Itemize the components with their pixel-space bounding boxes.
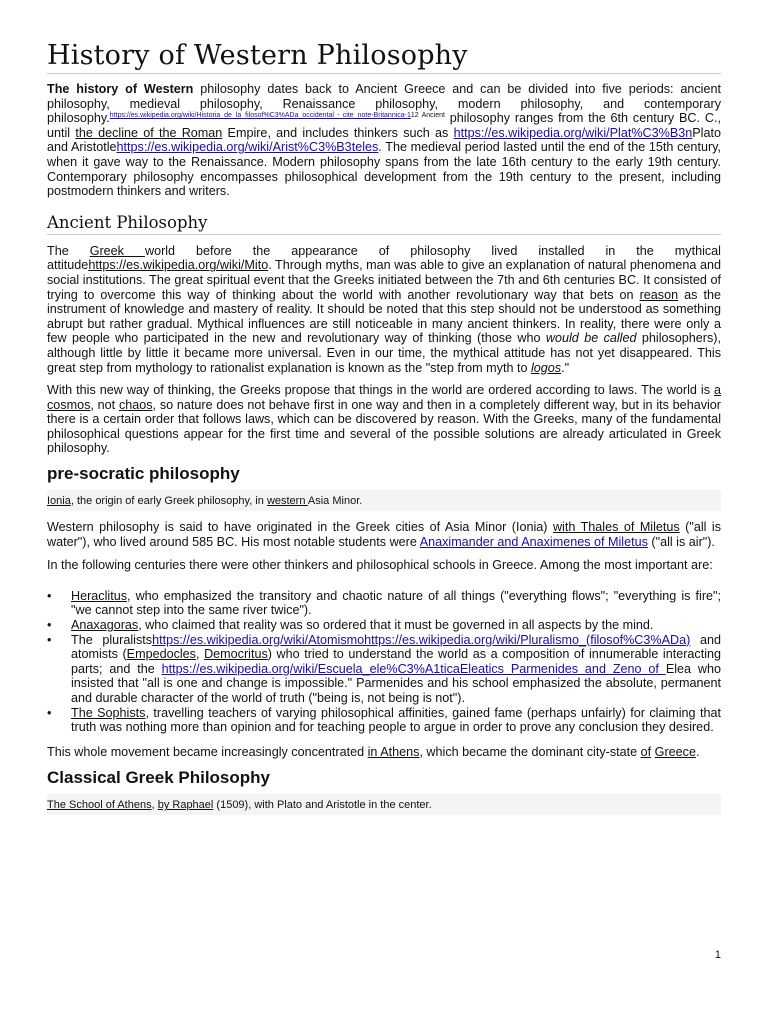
western-link[interactable]: western — [266, 495, 308, 508]
atomismo-url-link[interactable]: https://es.wikipedia.org/wiki/Atomismo — [152, 632, 365, 647]
ancient-paragraph-1: The Greek world before the appearance of philosophy lived installed in the mythical attitudehttps://es.wikipedia.org/wiki/Mito. Through myths, man was able to give an explanation of natural phenomena and social institutions. The great spiritual event that the Greeks initiated between the 7th and 6th centuries BC. It consisted of trying to overcome this way of thinking about the world with another revolutionary way that bets on reason as the instrument of knowledge and mastery of reality. It should be noted that this step should not be understood as something abrupt but rather gradual. Mythical influences are still noticeable in many ancient thinkers. In reality, there were only a few people who participated in the new and revolutionary way of thinking (those who would be called philosophers), although little by little it became more universal. Even in our time, the mythical attitude has not yet disappeared. This great step from mythology to rationalist explanation is known as the "step from myth to logos." — [47, 243, 721, 375]
logos-link[interactable]: logos — [530, 360, 562, 375]
britannica-ref-link[interactable]: https://es.wikipedia.org/wiki/Historia_de_la_filosof%C3%ADa_occidental - cite_note-Britannica-1 — [109, 112, 411, 120]
presocratic-heading: pre-socratic philosophy — [47, 464, 240, 484]
greece-link[interactable]: Greece — [654, 744, 696, 759]
list-item: • The Sophists, travelling teachers of varying philosophical affinities, gained fame (perhaps unfairly) for claiming that truth was nothing more than opinion and for teaching people to argue in order to prove any conclusion they desired. — [47, 705, 721, 735]
empedocles-link[interactable]: Empedocles — [126, 647, 196, 662]
presocratic-paragraph-2: In the following centuries there were other thinkers and philosophical schools in Greece. Among the most important are: — [47, 558, 713, 573]
heraclitus-link[interactable]: Heraclitus — [71, 588, 127, 603]
list-item: • Anaxagoras, who claimed that reality was so ordered that it must be governed in all aspects by the mind. — [47, 618, 654, 633]
aristotle-url-link[interactable]: https://es.wikipedia.org/wiki/Arist%C3%B3teles — [116, 140, 379, 155]
plato-url-link[interactable]: https://es.wikipedia.org/wiki/Plat%C3%B3n — [453, 125, 693, 140]
reason-link[interactable]: reason — [639, 287, 679, 302]
anaxagoras-link[interactable]: Anaxagoras — [71, 618, 139, 633]
chaos-link[interactable]: chaos — [118, 397, 153, 412]
list-item: • Heraclitus, who emphasized the transitory and chaotic nature of all things ("everything flows"; "everything is fire"; "we cannot step into the same river twice"). — [47, 588, 721, 618]
anaximander-link[interactable]: Anaximander and Anaximenes of Miletus — [419, 534, 648, 549]
decline-roman-link[interactable]: the decline of the Roman — [75, 125, 223, 140]
intro-paragraph: The history of Western philosophy dates back to Ancient Greece and can be divided into five periods: ancient philosophy, medieval philosophy, Renaissance philosophy, modern philosophy, and contemporary philosophy.$^{https://es.wikipedia.org/wiki/Historia\_de\_la\_filosof\%C3\%ADa\_occidental - cite\_note-Britannica-112}$ $^{Ancient}$ philosophy ranges from the 6th century BC. C., until the decline of the Roman Empire, and includes thinkers such as https://es.wikipedia.org/wiki/Plat%C3%B3nPlato and Aristotlehttps://es.wikipedia.org/wiki/Arist%C3%B3teles. The medieval period lasted until the end of the 15th century, when it gave way to the Renaissance. Modern philosophy spans from the late 16th century to the early 19th century. Contemporary philosophy encompasses philosophical development from the 19th century to the present, including postmodern thinkers and writers. — [47, 82, 721, 199]
presocratic-paragraph-3: This whole movement became increasingly concentrated in Athens, which became the dominant city-state of Greece. — [47, 744, 700, 759]
classical-heading: Classical Greek Philosophy — [47, 768, 270, 788]
cosmos-link[interactable]: a cosmos — [47, 383, 721, 412]
democritus-link[interactable]: Democritus — [204, 647, 268, 662]
school-of-athens-caption: The School of Athens, by Raphael (1509), with Plato and Aristotle in the center. — [47, 794, 721, 815]
of-link[interactable]: of — [640, 744, 652, 759]
schools-list — [47, 589, 721, 735]
ancient-philosophy-heading: Ancient Philosophy — [47, 213, 721, 235]
school-of-athens-link[interactable]: The School of Athens — [47, 799, 152, 812]
page-title: History of Western Philosophy — [47, 40, 721, 74]
thales-link[interactable]: with Thales of Miletus — [552, 520, 680, 535]
list-item: • The pluralistshttps://es.wikipedia.org/wiki/Atomismohttps://es.wikipedia.org/wiki/Pluralismo_(filosof%C3%ADa) and atomists (Empedocles, Democritus) who tried to understand the world as a composition of innumerable interacting parts; and the https://es.wikipedia.org/wiki/Escuela_ele%C3%A1ticaEleatics Parmenides and Zeno of Elea who insisted that "all is one and change is impossible." Parmenides and his school emphasized the absolute, permanent and durable character of the world of truth ("being is, not being is not"). — [47, 632, 722, 705]
eleatics-url-link[interactable]: https://es.wikipedia.org/wiki/Escuela_ele%C3%A1ticaEleatics Parmenides and Zeno of — [161, 661, 666, 676]
intro-bold-text: The history of Western — [47, 82, 194, 96]
greek-link[interactable]: Greek — [89, 243, 145, 258]
athens-link[interactable]: in Athens — [367, 744, 420, 759]
pluralismo-url-link[interactable]: https://es.wikipedia.org/wiki/Pluralismo_(filosof%C3%ADa) — [364, 632, 691, 647]
page-number: 1 — [714, 949, 721, 961]
sophists-link[interactable]: The Sophists — [71, 705, 146, 720]
ancient-paragraph-2: With this new way of thinking, the Greeks propose that things in the world are ordered according to laws. The world is a cosmos, not chaos, so nature does not behave first in one way and then in a completely different way, but in its behavior there is a certain order that follows laws, which can be discovered by reason. With the Greeks, many of the fundamental philosophical questions appear for the first time and several of the possible solutions are already articulated in Greek philosophy. — [47, 383, 721, 456]
raphael-link[interactable]: by Raphael — [157, 799, 214, 812]
ionia-caption: Ionia, the origin of early Greek philosophy, in western Asia Minor. — [47, 490, 721, 511]
presocratic-paragraph-1: Western philosophy is said to have originated in the Greek cities of Asia Minor (Ionia) with Thales of Miletus ("all is water"), who lived around 585 BC. His most notable students were Anaximander and Anaximenes of Miletus ("all is air"). — [47, 520, 722, 549]
mito-url-link[interactable]: https://es.wikipedia.org/wiki/Mito — [88, 258, 269, 273]
document-page — [47, 40, 721, 815]
ionia-link[interactable]: Ionia — [47, 495, 71, 508]
